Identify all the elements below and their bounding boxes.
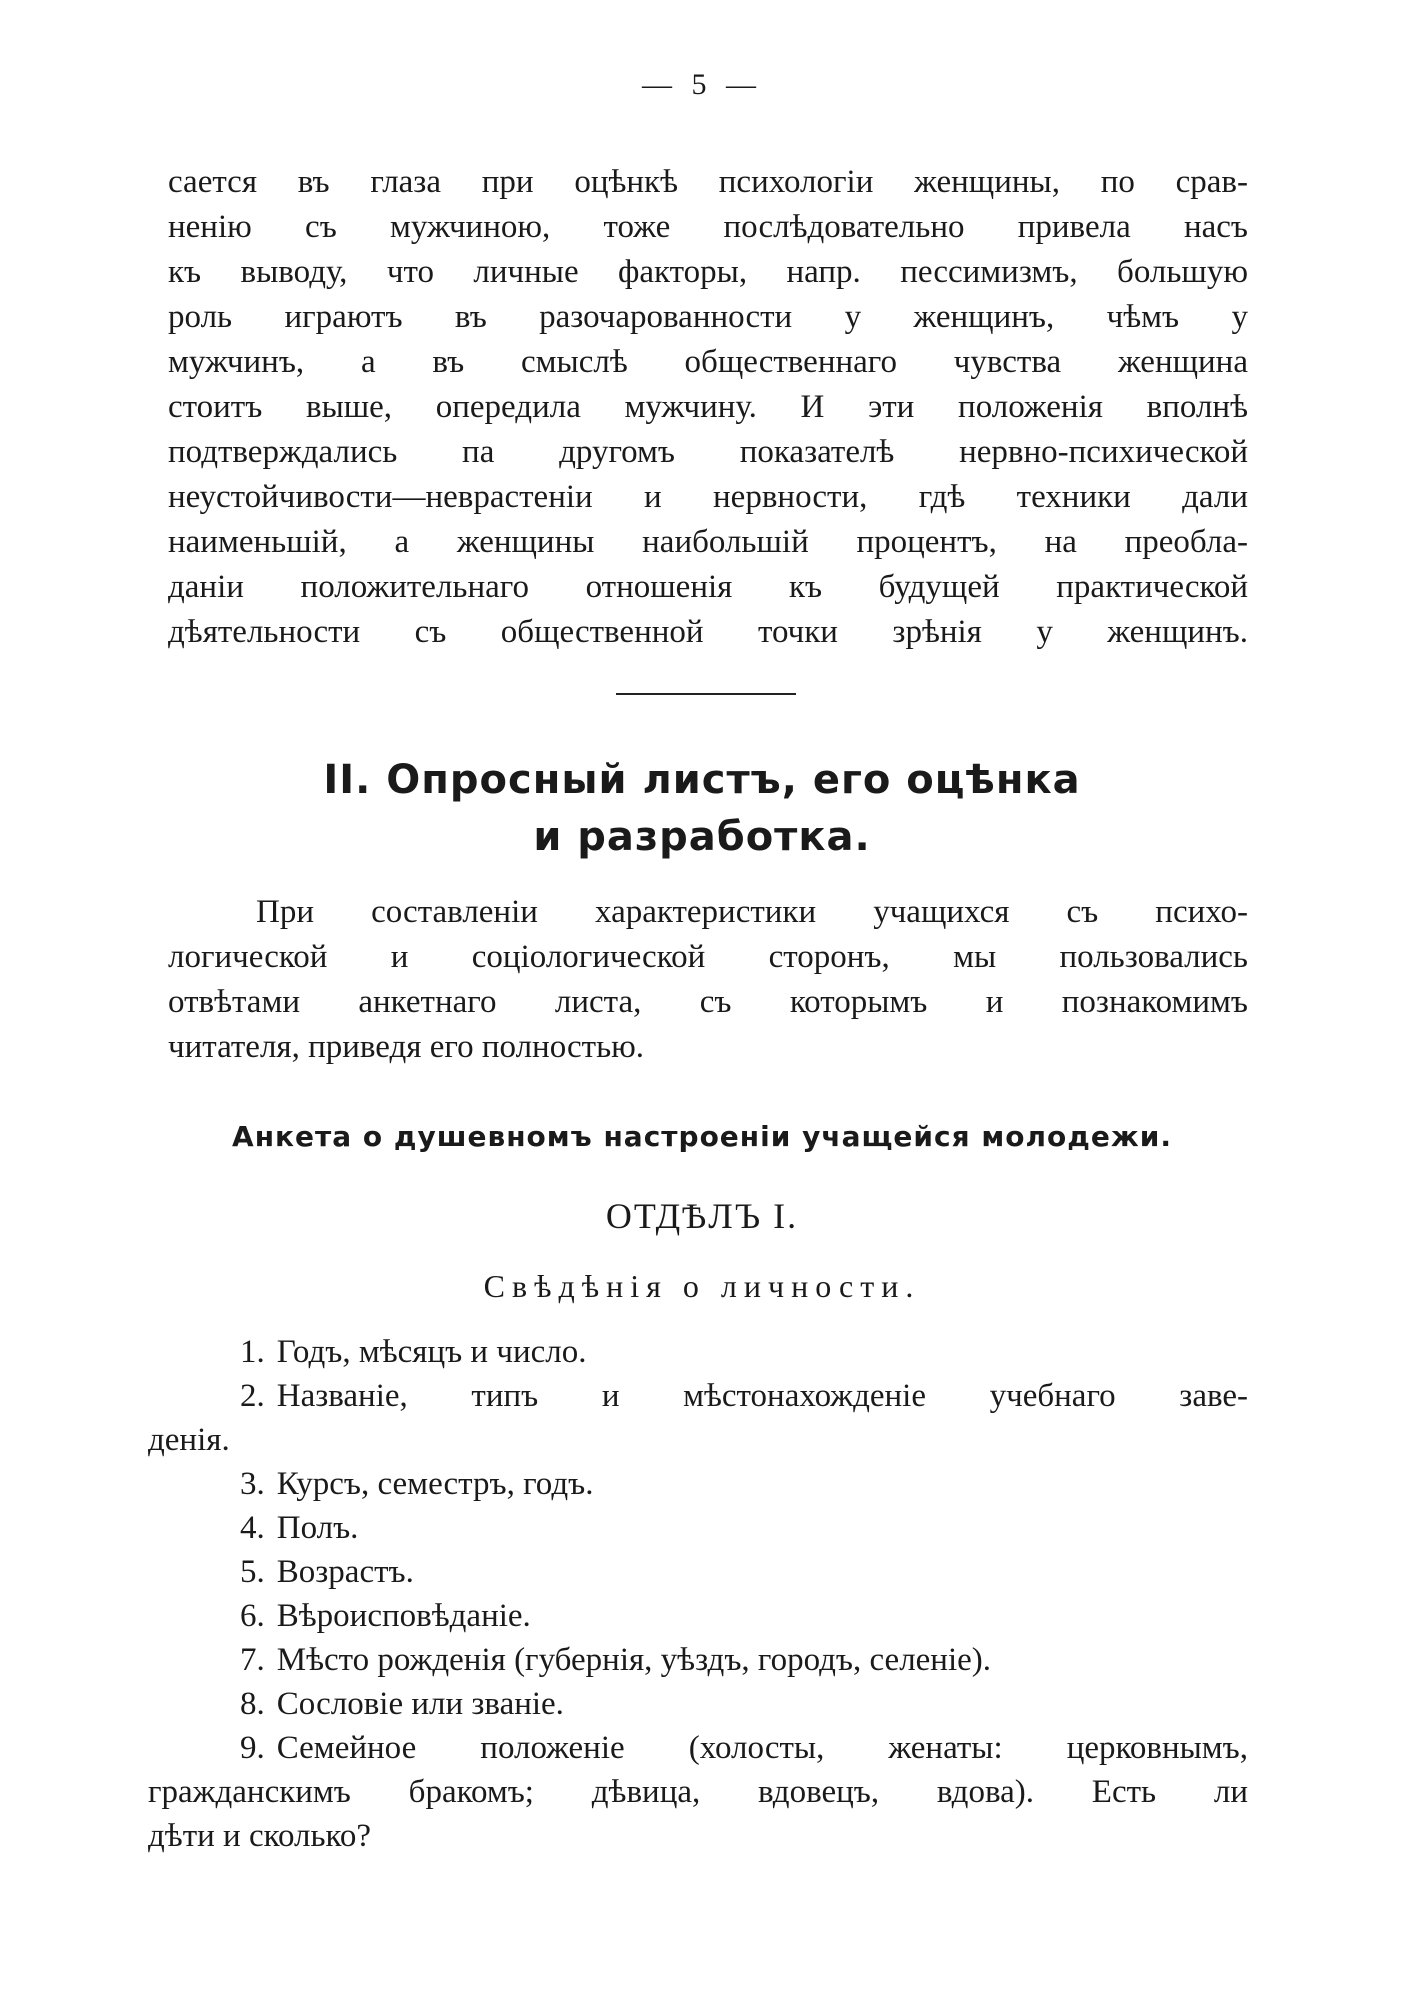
item-text: Названіе, типъ и мѣстонахожденіе учебнаго заве- (276, 1378, 1248, 1414)
intro-line: ненію съ мужчиною, тоже послѣдовательно привела насъ (168, 209, 1248, 245)
list-item (148, 1374, 1248, 1462)
intro-line: мужчинъ, а въ смыслѣ общественнаго чувства женщина (168, 344, 1248, 380)
intro-line: роль играютъ въ разочарованности у женщинъ, чѣмъ у (168, 299, 1248, 335)
item-number: 2. (240, 1378, 265, 1414)
survey-items-list (148, 1330, 1248, 1858)
intro-line: неустойчивости—неврастеніи и нервности, гдѣ техники дали (168, 479, 1248, 515)
item-number: 3. (240, 1466, 265, 1502)
section-divider (616, 693, 796, 695)
intro-line: стоитъ выше, опередила мужчину. И эти положенія вполнѣ (168, 389, 1248, 425)
list-item (148, 1462, 1248, 1506)
intro-line: подтверждались па другомъ показателѣ нервно-психической (168, 434, 1248, 470)
section-paragraph (168, 890, 1248, 1070)
intro-line: сается въ глаза при оцѣнкѣ психологіи женщины, по срав- (168, 164, 1248, 200)
item-text: Вѣроисповѣданіе. (276, 1598, 531, 1634)
item-number: 8. (240, 1686, 265, 1722)
item-text: Возрастъ. (276, 1554, 414, 1590)
intro-paragraph (168, 160, 1248, 655)
item-number: 9. (240, 1730, 265, 1766)
list-item (148, 1726, 1248, 1858)
list-item (148, 1550, 1248, 1594)
list-item (148, 1638, 1248, 1682)
intro-line: наименьшій, а женщины наибольшій процентъ, на преобла- (168, 524, 1248, 560)
item-text: Полъ. (276, 1510, 359, 1546)
item-text: Курсъ, семестръ, годъ. (276, 1466, 594, 1502)
section-paragraph-line: читателя, приведя его полностью. (168, 1029, 645, 1065)
intro-line: къ выводу, что личные факторы, напр. пессимизмъ, большую (168, 254, 1248, 290)
item-text-continuation: гражданскимъ бракомъ; дѣвица, вдовецъ, вдова). Есть ли (148, 1774, 1248, 1810)
item-number: 1. (240, 1334, 265, 1370)
item-number: 5. (240, 1554, 265, 1590)
item-number: 7. (240, 1642, 265, 1678)
item-text-continuation: денія. (148, 1422, 230, 1458)
item-text: Семейное положеніе (холосты, женаты: церковнымъ, (276, 1730, 1248, 1766)
section-paragraph-line: При составленіи характеристики учащихся съ психо- (256, 894, 1248, 930)
list-item (148, 1594, 1248, 1638)
intro-line: дѣятельности съ общественной точки зрѣнія у женщинъ. (168, 614, 1248, 650)
survey-title: Анкета о душевномъ настроеніи учащейся молодежи. (232, 1120, 1172, 1153)
department-subtitle: Свѣдѣнія о личности. (483, 1268, 921, 1304)
section-heading (0, 752, 1404, 866)
item-text: Мѣсто рожденія (губернія, уѣздъ, городъ, селеніе). (276, 1642, 992, 1678)
department-title: ОТДѢЛЪ I. (605, 1196, 799, 1236)
item-number: 4. (240, 1510, 265, 1546)
item-text: Сословіе или званіе. (276, 1686, 564, 1722)
item-text-continuation: дѣти и сколько? (148, 1818, 372, 1854)
section-heading-line: II. Опросный листъ, его оцѣнка (323, 757, 1081, 803)
section-heading-line: и разработка. (533, 814, 871, 860)
section-paragraph-line: логической и соціологической сторонъ, мы пользовались (168, 939, 1248, 975)
list-item (148, 1682, 1248, 1726)
intro-line: даніи положительнаго отношенія къ будущей практической (168, 569, 1248, 605)
item-number: 6. (240, 1598, 265, 1634)
list-item (148, 1506, 1248, 1550)
page-number: — 5 — (642, 68, 762, 101)
section-paragraph-line: отвѣтами анкетнаго листа, съ которымъ и познакомимъ (168, 984, 1248, 1020)
item-text: Годъ, мѣсяцъ и число. (276, 1334, 587, 1370)
list-item (148, 1330, 1248, 1374)
